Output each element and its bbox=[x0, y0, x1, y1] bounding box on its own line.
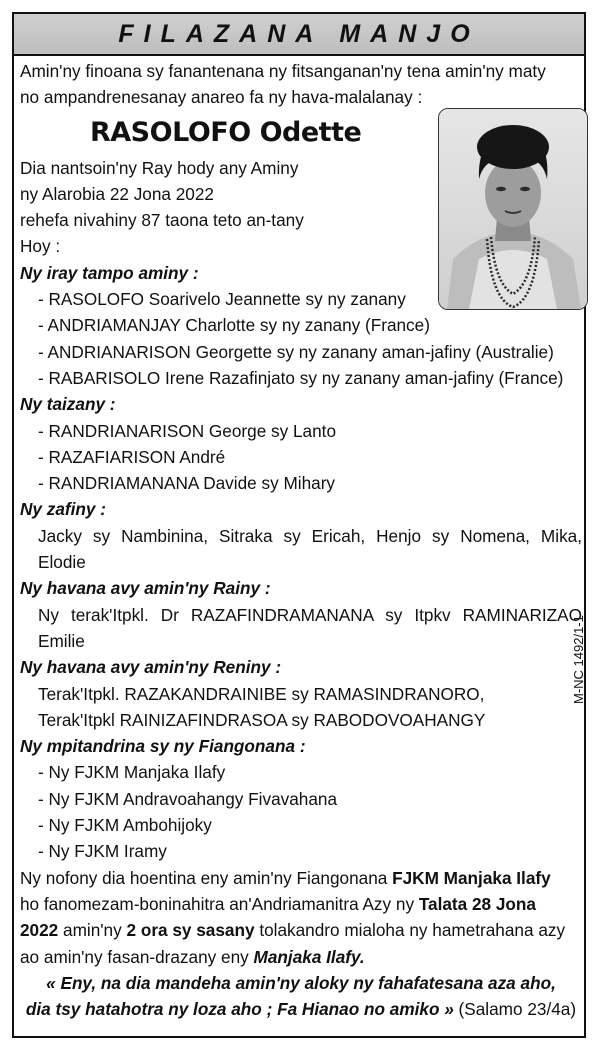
list-item: - Ny FJKM Iramy bbox=[38, 841, 167, 862]
section-heading-mother-side: Ny havana avy amin'ny Reniny : bbox=[20, 657, 282, 678]
intro-line-1: Amin'ny finoana sy fanantenana ny fitsanganan'ny tena amin'ny maty bbox=[20, 61, 546, 81]
ceremony-time: 2 ora sy sasany bbox=[126, 920, 255, 941]
obituary-text bbox=[20, 58, 582, 1022]
closing-text: Ny nofony dia hoentina eny amin'ny Fiangonana bbox=[20, 867, 393, 888]
list-item: - RANDRIAMANANA Davide sy Mihary bbox=[38, 473, 336, 494]
quote-reference: (Salamo 23/4a) bbox=[453, 999, 577, 1020]
quote-text: dia tsy hatahotra ny loza aho ; Fa Hianao no amiko » bbox=[25, 999, 454, 1020]
detail-line: rehefa nivahiny 87 taona teto an-tany bbox=[20, 210, 304, 231]
closing-line-2 bbox=[20, 891, 582, 917]
section-heading-father-side: Ny havana avy amin'ny Rainy : bbox=[20, 578, 271, 599]
closing-text: ao amin'ny fasan-drazany eny bbox=[20, 946, 254, 967]
father-side-line: Ny terak'Itpkl. Dr RAZAFINDRAMANANA sy Itpkv RAMINARIZAO bbox=[38, 604, 582, 625]
father-side-line: Emilie bbox=[38, 630, 85, 651]
closing-line-1 bbox=[20, 865, 582, 891]
list-item: - Ny FJKM Manjaka Ilafy bbox=[38, 762, 226, 783]
burial-place: Manjaka Ilafy. bbox=[253, 946, 365, 967]
deceased-name: RASOLOFO Odette bbox=[90, 116, 362, 148]
list-item: - ANDRIAMANJAY Charlotte sy ny zanany (France) bbox=[38, 315, 430, 336]
quote-line-1: « Eny, na dia mandeha amin'ny aloky ny fahafatesana aza aho, bbox=[46, 972, 556, 993]
list-item: - Ny FJKM Andravoahangy Fivavahana bbox=[38, 788, 338, 809]
mother-side-line: Terak'Itpkl RAINIZAFINDRASOA sy RABODOVOAHANGY bbox=[38, 709, 486, 730]
grandchildren-line: Jacky sy Nambinina, Sitraka sy Ericah, Henjo sy Nomena, Mika, bbox=[38, 525, 582, 546]
detail-line: Dia nantsoin'ny Ray hody any Aminy bbox=[20, 157, 299, 178]
closing-line-4 bbox=[20, 944, 582, 970]
grandchildren-line: Elodie bbox=[38, 552, 86, 573]
side-reference-code: M-NC 1492/1-1 bbox=[571, 615, 586, 704]
ceremony-year: 2022 bbox=[20, 920, 59, 941]
closing-text: tolakandro mialoha ny hametrahana azy bbox=[254, 920, 566, 941]
ceremony-date: Talata 28 Jona bbox=[418, 893, 536, 914]
list-item: - RABARISOLO Irene Razafinjato sy ny zanany aman-jafiny (France) bbox=[38, 367, 564, 388]
obituary-frame bbox=[12, 12, 586, 1038]
closing-text: ho fanomezam-boninahitra an'Andriamanitra Azy ny bbox=[20, 893, 419, 914]
list-item: - RANDRIANARISON George sy Lanto bbox=[38, 420, 337, 441]
section-heading-church: Ny mpitandrina sy ny Fiangonana : bbox=[20, 736, 306, 757]
list-item: - RASOLOFO Soarivelo Jeannette sy ny zanany bbox=[38, 289, 406, 310]
list-item: - Ny FJKM Ambohijoky bbox=[38, 815, 212, 836]
mother-side-line: Terak'Itpkl. RAZAKANDRAINIBE sy RAMASINDRANORO, bbox=[38, 683, 485, 704]
detail-line: ny Alarobia 22 Jona 2022 bbox=[20, 183, 214, 204]
section-heading-in-laws: Ny taizany : bbox=[20, 394, 116, 415]
quote-line-2 bbox=[20, 996, 582, 1022]
closing-text: amin'ny bbox=[58, 920, 127, 941]
header-title: FILAZANA MANJO bbox=[118, 19, 480, 48]
list-item: - ANDRIANARISON Georgette sy ny zanany aman-jafiny (Australie) bbox=[38, 341, 554, 362]
header-bar bbox=[14, 14, 584, 56]
intro-line-2: no ampandrenesanay anareo fa ny hava-malalanay : bbox=[20, 87, 423, 108]
section-heading-grandchildren: Ny zafiny : bbox=[20, 499, 106, 520]
closing-line-3 bbox=[20, 917, 582, 943]
section-heading-children: Ny iray tampo aminy : bbox=[20, 262, 199, 283]
detail-line: Hoy : bbox=[20, 236, 61, 257]
list-item: - RAZAFIARISON André bbox=[38, 446, 226, 467]
church-name: FJKM Manjaka Ilafy bbox=[392, 867, 551, 888]
